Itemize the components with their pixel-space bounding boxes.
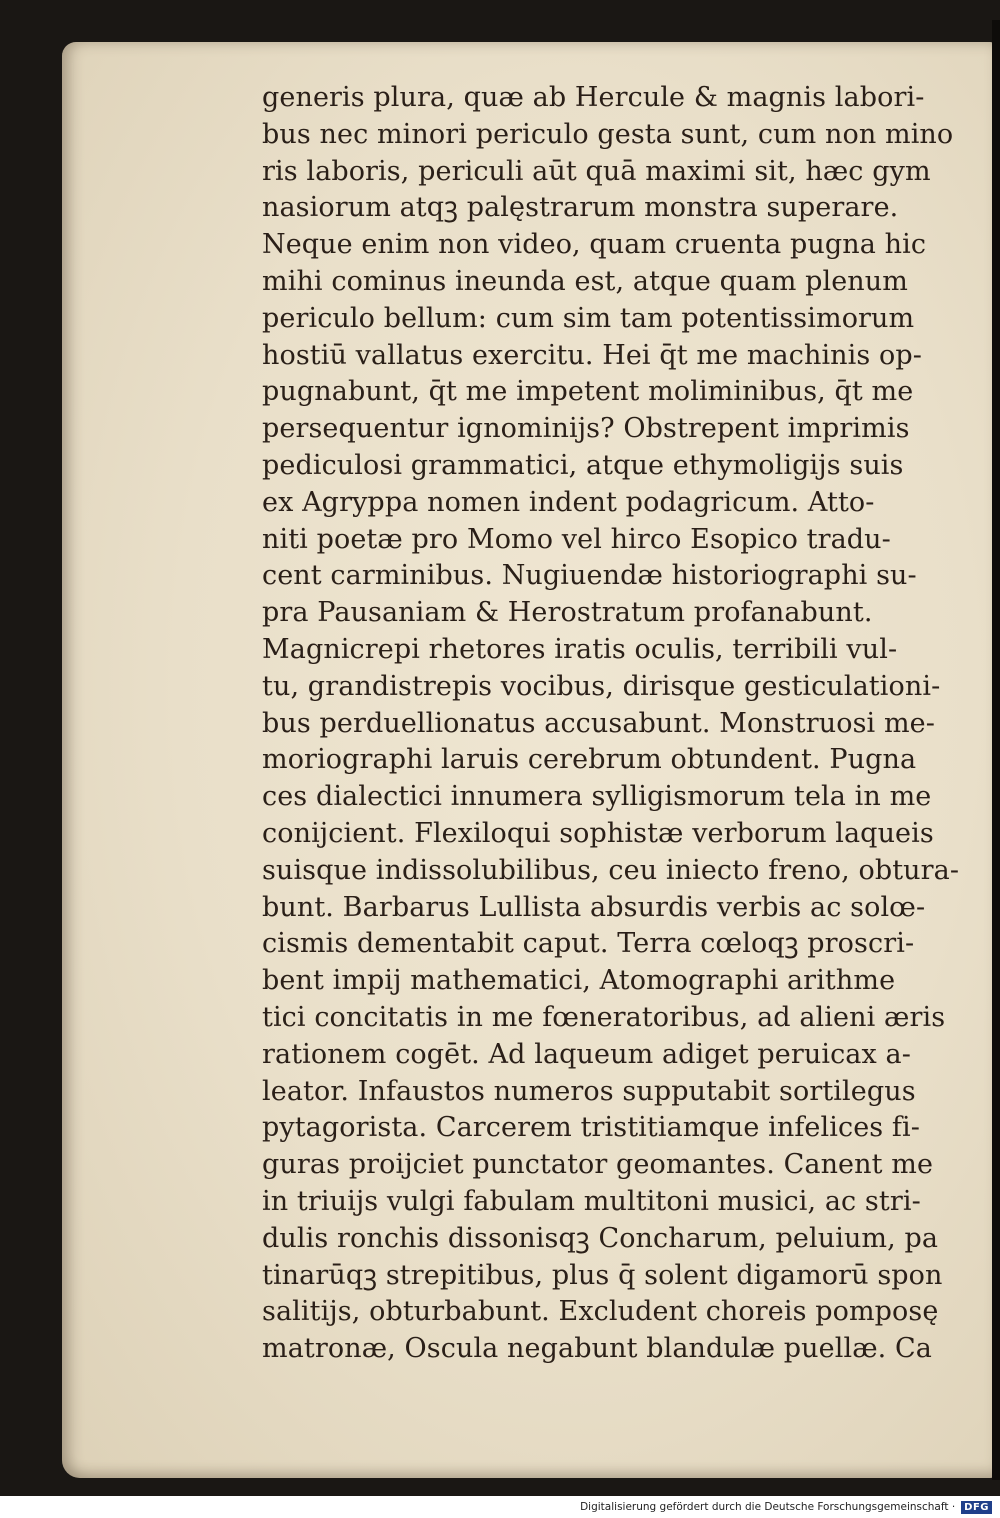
text-line: generis plura, quæ ab Hercule & magnis labori- xyxy=(262,82,925,113)
text-line: pytagorista. Carcerem tristitiamque infelices fi- xyxy=(262,1112,920,1144)
text-line: periculo bellum: cum sim tam potentissimorum xyxy=(262,302,915,334)
text-line: in triuijs vulgi fabulam multitoni musici, ac stri- xyxy=(262,1185,921,1217)
text-line: bent impij mathematici, Atomographi arithme xyxy=(262,965,896,997)
text-line: bus perduellionatus accusabunt. Monstruosi me- xyxy=(262,707,935,739)
text-line: ces dialectici innumera sylligismorum tela in me xyxy=(262,781,932,813)
text-line: conijcient. Flexiloqui sophistæ verborum laqueis xyxy=(262,817,934,849)
text-line: pediculosi grammatici, atque ethymoligijs suis xyxy=(262,449,904,481)
text-line: mihi cominus ineunda est, atque quam plenum xyxy=(262,265,908,297)
text-line: nasiorum atqꝫ palęstrarum monstra superare. xyxy=(262,192,899,224)
funding-credit: Digitalisierung gefördert durch die Deutsche Forschungsgemeinschaft · xyxy=(580,1501,956,1513)
dfg-logo-icon: DFG xyxy=(961,1501,992,1514)
footer-bar xyxy=(0,1496,1000,1518)
text-block xyxy=(262,80,960,1368)
text-line: tu, grandistrepis vocibus, dirisque gesticulationi- xyxy=(262,670,941,702)
text-line: cent carminibus. Nugiuendæ historiographi su- xyxy=(262,560,917,592)
text-line: matronæ, Oscula negabunt blandulæ puellæ. Ca xyxy=(262,1333,932,1365)
text-line: niti poetæ pro Momo vel hirco Esopico tradu- xyxy=(262,523,891,555)
text-line: Neque enim non video, quam cruenta pugna hic xyxy=(262,229,927,261)
text-line: persequentur ignominijs? Obstrepent imprimis xyxy=(262,413,910,445)
text-line: salitijs, obturbabunt. Excludent choreis pomposę xyxy=(262,1296,939,1328)
text-line: bunt. Barbarus Lullista absurdis verbis ac solœ- xyxy=(262,891,926,923)
text-line: moriographi laruis cerebrum obtundent. Pugna xyxy=(262,744,917,776)
text-line: pugnabunt, q̄t me impetent moliminibus, q̄t me xyxy=(262,376,914,408)
text-line: tinarūqꝫ strepitibus, plus q̄ solent digamorū spon xyxy=(262,1259,943,1291)
text-line: guras proijciet punctator geomantes. Canent me xyxy=(262,1149,934,1181)
text-line: leator. Infaustos numeros supputabit sortilegus xyxy=(262,1075,916,1107)
text-line: tici concitatis in me fœneratoribus, ad alieni æris xyxy=(262,1001,946,1033)
text-line: hostiū vallatus exercitu. Hei q̄t me machinis op- xyxy=(262,339,922,371)
text-line: suisque indissolubilibus, ceu iniecto freno, obtura- xyxy=(262,854,960,886)
page-edge-shadow xyxy=(992,20,1000,1480)
text-line: Magnicrepi rhetores iratis oculis, terribili vul- xyxy=(262,633,898,665)
text-line: ex Agryppa nomen indent podagricum. Atto- xyxy=(262,486,875,518)
text-line: rationem cogēt. Ad laqueum adiget peruicax a- xyxy=(262,1038,911,1070)
text-line: bus nec minori periculo gesta sunt, cum non mino xyxy=(262,118,954,150)
text-line: cismis dementabit caput. Terra cœloqꝫ proscri- xyxy=(262,928,915,960)
text-line: pra Pausaniam & Herostratum profanabunt. xyxy=(262,597,873,629)
text-line: ris laboris, periculi aūt quā maximi sit, hæc gym xyxy=(262,155,931,187)
text-line: dulis ronchis dissonisqꝫ Concharum, peluium, pa xyxy=(262,1222,939,1254)
